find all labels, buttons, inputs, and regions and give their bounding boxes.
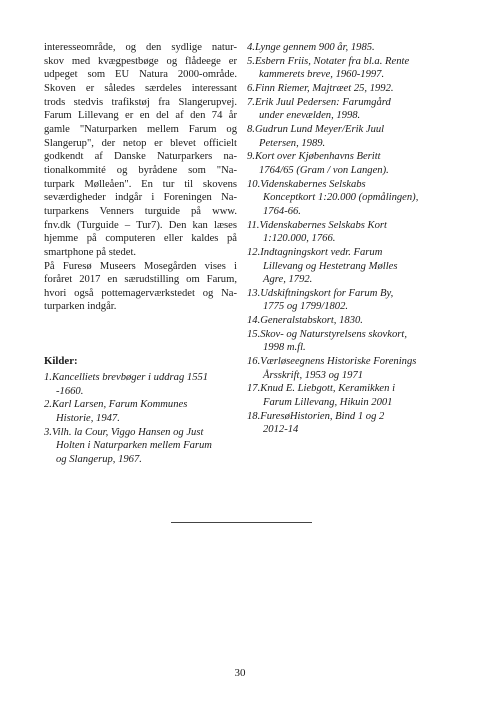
reference-item: [44, 371, 249, 398]
reference-item: [247, 41, 447, 55]
reference-text: Vilh. la Cour, Viggo Hansen og Just: [51, 426, 204, 438]
body-line: fnv.dk (Turguide – Tur7). Den kan læses: [44, 219, 237, 231]
reference-text: Skov- og Naturstyrelsens skovkort,: [260, 328, 407, 340]
reference-text-continued: Lillevang og Hestetrang Mølles: [263, 260, 398, 272]
reference-text-continued: under enevælden, 1998.: [259, 110, 361, 122]
body-line: Slangerup", der netop er blevet officielt: [44, 137, 237, 149]
reference-item: [247, 328, 447, 355]
reference-text: Indtagningskort vedr. Farum: [260, 246, 383, 258]
reference-text: Udskiftningskort for Farum By,: [260, 287, 394, 299]
reference-item: [247, 96, 447, 123]
reference-text-continued: 1998 m.fl.: [263, 342, 306, 354]
body-line: På Furesø Museers Mosegården vises i: [44, 260, 237, 272]
reference-number: 11.: [247, 219, 260, 231]
body-line: interesseområde, og den sydlige natur-: [44, 42, 237, 53]
reference-number: 10.: [247, 178, 261, 190]
reference-item: [44, 398, 249, 425]
reference-text: FuresøHistorien, Bind 1 og 2: [260, 410, 385, 422]
reference-text-continued: Historie, 1947.: [56, 412, 120, 424]
reference-text: Gudrun Lund Meyer/Erik Juul: [254, 123, 385, 135]
reference-number: 4.: [247, 42, 255, 53]
body-line: hvori også pottemagerværkstedet og Na-: [44, 287, 237, 299]
reference-text: Finn Riemer, Majtræet 25, 1992.: [254, 82, 394, 94]
reference-text: Karl Larsen, Farum Kommunes: [51, 399, 188, 411]
reference-item: [247, 55, 447, 82]
body-line: hjemme på computeren eller kaldes på: [44, 233, 237, 245]
reference-item: [247, 314, 447, 328]
reference-item: [247, 219, 447, 246]
reference-text: Esbern Friis, Notater fra bl.a. Rente: [254, 55, 410, 67]
body-text-column: [44, 41, 237, 314]
reference-number: 7.: [247, 96, 255, 108]
reference-text-continued: 2012-14: [263, 424, 299, 436]
reference-text-continued: Årsskrift, 1953 og 1971: [263, 369, 364, 381]
reference-text-continued: Petersen, 1989.: [259, 137, 326, 149]
reference-text: Videnskabernes Selskabs Kort: [259, 219, 387, 231]
reference-item: [247, 355, 447, 382]
reference-item: [247, 150, 447, 177]
reference-text: Værløseegnens Historiske Forenings: [260, 356, 417, 368]
reference-item: [247, 82, 447, 96]
page-number: 30: [234, 667, 246, 679]
reference-number: 2.: [44, 399, 52, 411]
reference-item: [44, 426, 249, 467]
reference-number: 15.: [247, 328, 261, 340]
body-line: godkendt af Danske Naturparkers na-: [44, 151, 237, 163]
reference-number: 8.: [247, 123, 255, 135]
body-line: Skoven er således særdeles interessant: [44, 82, 237, 94]
reference-text-continued: 1775 og 1799/1802.: [263, 301, 349, 313]
body-line: seværdigheder indgår i Foreningen Na-: [44, 192, 237, 204]
body-line: Farum Lillevang er en del af den 74 år: [44, 110, 237, 122]
reference-text: Knud E. Liebgott, Keramikken i: [260, 383, 396, 395]
reference-number: 14.: [247, 315, 261, 327]
body-line: turpark Mølleåen". En tur til skovens: [44, 178, 237, 190]
body-paragraph: [44, 41, 237, 314]
reference-text-continued: 1764-66.: [263, 205, 301, 217]
body-line: smartphone på stedet.: [44, 246, 137, 258]
reference-item: [247, 123, 447, 150]
reference-text: Generalstabskort, 1830.: [260, 315, 363, 327]
reference-item: [247, 382, 447, 409]
reference-text-continued: 1:120.000, 1766.: [263, 233, 336, 245]
references-column: [247, 41, 447, 437]
body-line: tionalkommité og byrådene som "Na-: [44, 164, 237, 176]
reference-number: 17.: [247, 383, 261, 395]
body-line: turparkens Venners turguide på www.: [44, 205, 237, 217]
body-line: foråret 2017 en særudstilling om Farum,: [44, 274, 237, 286]
body-line: skov med kvægpestbøge og flådeege er: [44, 55, 237, 67]
body-line: gamle "Naturparken mellem Farum og: [44, 123, 237, 135]
reference-text-continued: Farum Lillevang, Hikuin 2001: [263, 397, 393, 409]
body-line: trods stedvis trafikstøj fra Slangerupvej.: [44, 96, 237, 108]
reference-text-continued: Agre, 1792.: [263, 274, 313, 286]
reference-number: 13.: [247, 287, 261, 299]
reference-text: Kort over Kjøbenhavns Beritt: [254, 151, 381, 163]
reference-text: Lynge gennem 900 år, 1985.: [254, 42, 375, 53]
reference-number: 5.: [247, 55, 255, 67]
reference-number: 18.: [247, 410, 261, 422]
reference-item: [247, 246, 447, 287]
reference-item: [247, 410, 447, 437]
reference-text: Videnskabernes Selskabs: [260, 178, 366, 190]
reference-number: 6.: [247, 82, 255, 94]
reference-text-continued: 1764/65 (Gram / von Langen).: [259, 164, 389, 176]
reference-number: 3.: [44, 426, 52, 438]
footnote-divider: [171, 522, 312, 523]
sources-heading: Kilder:: [44, 355, 78, 367]
reference-number: 1.: [44, 372, 52, 383]
reference-item: [247, 287, 447, 314]
body-line: turparken indgår.: [44, 301, 117, 313]
reference-text-continued: kammerets breve, 1960-1997.: [259, 69, 385, 81]
reference-number: 9.: [247, 151, 255, 163]
reference-text-continued: -1660.: [56, 385, 84, 397]
reference-text-continued: Holten i Naturparken mellem Farum: [56, 440, 212, 452]
reference-number: 16.: [247, 356, 261, 368]
sources-list: [44, 371, 249, 467]
reference-text-continued: Konceptkort 1:20.000 (opmålingen),: [263, 192, 419, 204]
reference-number: 12.: [247, 246, 261, 258]
references-list: [247, 41, 447, 437]
reference-text: Erik Juul Pedersen: Farumgård: [254, 96, 391, 108]
reference-text: Kancelliets brevbøger i uddrag 1551: [51, 372, 209, 383]
reference-text-continued: og Slangerup, 1967.: [56, 453, 142, 465]
body-line: udpeget som EU Natura 2000-område.: [44, 69, 237, 81]
reference-item: [247, 178, 447, 219]
